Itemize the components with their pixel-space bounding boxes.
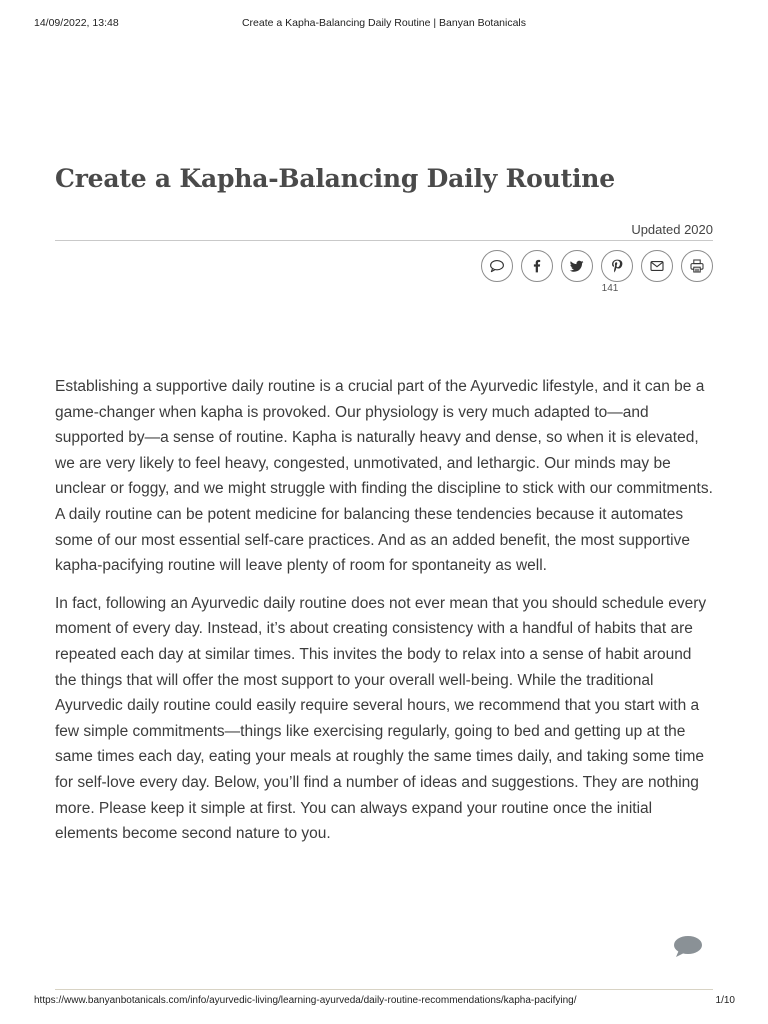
facebook-share-button[interactable] — [521, 250, 553, 282]
twitter-share-button[interactable] — [561, 250, 593, 282]
facebook-icon — [529, 258, 545, 274]
chat-bubble-button[interactable] — [672, 934, 704, 958]
pinterest-share-button[interactable] — [601, 250, 633, 282]
title-divider — [55, 240, 713, 241]
comment-button[interactable] — [481, 250, 513, 282]
email-icon — [649, 258, 665, 274]
page-url: https://www.banyanbotanicals.com/info/ayurvedic-living/learning-ayurveda/daily-routine-recommendations/kapha-pacifying/ — [34, 995, 577, 1006]
footer-divider — [55, 989, 713, 990]
updated-date: Updated 2020 — [631, 222, 713, 237]
twitter-icon — [569, 258, 585, 274]
article-paragraph: Establishing a supportive daily routine is a crucial part of the Ayurvedic lifestyle, and it can be a game-changer when kapha is provoked. Our physiology is very much adapted to—and supported by—a sense of routine. Kapha is naturally heavy and dense, so when it is elevated, we are very likely to feel heavy, congested, unmotivated, and lethargic. Our minds may be unclear or foggy, and we might struggle with finding the discipline to stick with our commitments. A daily routine can be potent medicine for balancing these tendencies because it automates some of our most essential self-care practices. And as an added benefit, the most supportive kapha-pacifying routine will leave plenty of room for spontaneity as well. — [55, 378, 713, 575]
page-number: 1/10 — [715, 995, 735, 1006]
print-doc-title: Create a Kapha-Balancing Daily Routine | Banyan Botanicals — [241, 17, 527, 29]
article-paragraph: In fact, following an Ayurvedic daily routine does not ever mean that you should schedule every moment of every day. Instead, it’s about creating consistency with a handful of habits that are repeated each day at similar times. This invites the body to relax into a sense of habit around the things that will offer the most support to your overall well-being. While the traditional Ayurvedic daily routine could easily require several hours, we recommend that you start with a few simple commitments—things like exercising regularly, going to bed and getting up at the same times each day, eating your meals at roughly the same times daily, and taking some time for self-love every day. Below, you’ll find a number of ideas and suggestions. They are nothing more. Please keep it simple at first. You can always expand your routine once the initial elements become second nature to you. — [55, 594, 707, 843]
print-datetime: 14/09/2022, 13:48 — [34, 17, 119, 29]
email-share-button[interactable] — [641, 250, 673, 282]
pinterest-share-count: 141 — [601, 283, 619, 294]
pinterest-icon — [609, 258, 625, 274]
print-header — [34, 17, 734, 31]
article-title: Create a Kapha-Balancing Daily Routine — [55, 164, 615, 193]
chat-bubble-icon — [672, 934, 704, 958]
print-button[interactable] — [681, 250, 713, 282]
article-body — [55, 374, 715, 859]
share-bar — [481, 250, 713, 282]
print-icon — [689, 258, 705, 274]
comment-icon — [489, 258, 505, 274]
